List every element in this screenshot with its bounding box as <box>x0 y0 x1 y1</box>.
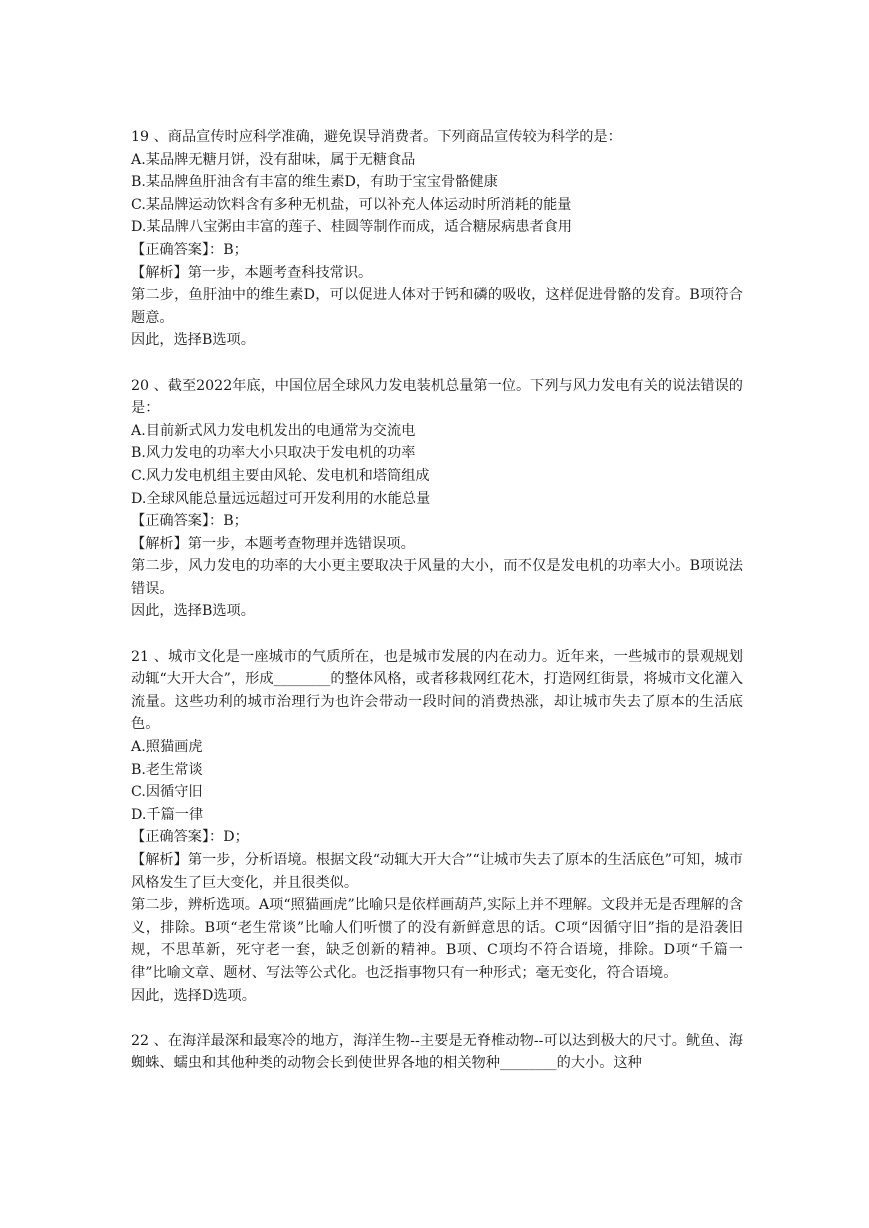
option-c: C.风力发电机组主要由风轮、发电机和塔筒组成 <box>131 467 430 484</box>
option-a: A.照猫画虎 <box>131 739 203 756</box>
option-a: A.某品牌无糖月饼，没有甜味，属于无糖食品 <box>131 151 416 168</box>
analysis-step-1: 【解析】第一步，本题考查物理并选错误项。 <box>131 535 415 552</box>
question-stem: 22 、在海洋最深和最寒冷的地方，海洋生物--主要是无脊椎动物--可以达到极大的尺寸。鱿鱼、海蜘蛛、蠕虫和其他种类的动物会长到使世界各地的相关物种________的大小。这种 <box>131 1032 743 1072</box>
option-a: A.目前新式风力发电机发出的电通常为交流电 <box>131 422 416 439</box>
option-c: C.某品牌运动饮料含有多种无机盐，可以补充人体运动时所消耗的能量 <box>131 196 572 213</box>
option-d: D.千篇一律 <box>131 806 204 823</box>
option-d: D.全球风能总量远远超过可开发利用的水能总量 <box>131 490 431 507</box>
option-b: B.老生常谈 <box>131 761 203 778</box>
analysis-conclusion: 因此，选择B选项。 <box>131 332 255 349</box>
option-b: B.风力发电的功率大小只取决于发电机的功率 <box>131 445 416 462</box>
question-stem: 21 、城市文化是一座城市的气质所在，也是城市发展的内在动力。近年来，一些城市的景观规划动辄“大开大合”，形成________的整体风格，或者移栽网红花木，打造网红街景，将城市文化灌入流量。这些功利的城市治理行为也许会带动一段时间的消费热涨，却让城市失去了原本的生活底色。 <box>131 648 743 733</box>
correct-answer: 【正确答案】：D； <box>131 829 249 846</box>
correct-answer: 【正确答案】：B； <box>131 513 248 530</box>
option-b: B.某品牌鱼肝油含有丰富的维生素D，有助于宝宝骨骼健康 <box>131 174 498 191</box>
analysis-step-2: 第二步，辨析选项。A项“照猫画虎”比喻只是依样画葫芦,实际上并不理解。文段并无是否理解的含义，排除。B项“老生常谈”比喻人们听惯了的没有新鲜意思的话。C项“因循守旧”指的是沿袭旧规，不思革新，死守老一套，缺乏创新的精神。B项、C项均不符合语境，排除。D项“千篇一律”比喻文章、题材、写法等公式化。也泛指事物只有一种形式；毫无变化，符合语境。 <box>131 897 743 981</box>
option-d: D.某品牌八宝粥由丰富的莲子、桂圆等制作而成，适合糖尿病患者食用 <box>131 219 573 236</box>
question-22 <box>131 1030 743 1075</box>
question-stem: 20 、截至2022年底，中国位居全球风力发电装机总量第一位。下列与风力发电有关的说法错误的是： <box>131 377 743 417</box>
question-20 <box>131 375 743 624</box>
analysis-conclusion: 因此，选择B选项。 <box>131 603 255 620</box>
analysis-step-1: 【解析】第一步，本题考查科技常识。 <box>131 264 373 281</box>
document-page <box>131 126 743 1098</box>
question-19 <box>131 126 743 352</box>
question-stem: 19 、商品宣传时应科学准确，避免误导消费者。下列商品宣传较为科学的是： <box>131 129 622 145</box>
question-21 <box>131 646 743 1008</box>
analysis-conclusion: 因此，选择D选项。 <box>131 987 256 1004</box>
analysis-step-2: 第二步，风力发电的功率的大小更主要取决于风量的大小，而不仅是发电机的功率大小。B项说法错误。 <box>131 558 743 597</box>
analysis-step-2: 第二步，鱼肝油中的维生素D，可以促进人体对于钙和磷的吸收，这样促进骨骼的发育。B项符合题意。 <box>131 287 743 326</box>
analysis-step-1: 【解析】第一步，分析语境。根据文段“动辄大开大合”“让城市失去了原本的生活底色”可知，城市风格发生了巨大变化，并且很类似。 <box>131 852 743 891</box>
correct-answer: 【正确答案】：B； <box>131 241 248 258</box>
option-c: C.因循守旧 <box>131 784 203 801</box>
